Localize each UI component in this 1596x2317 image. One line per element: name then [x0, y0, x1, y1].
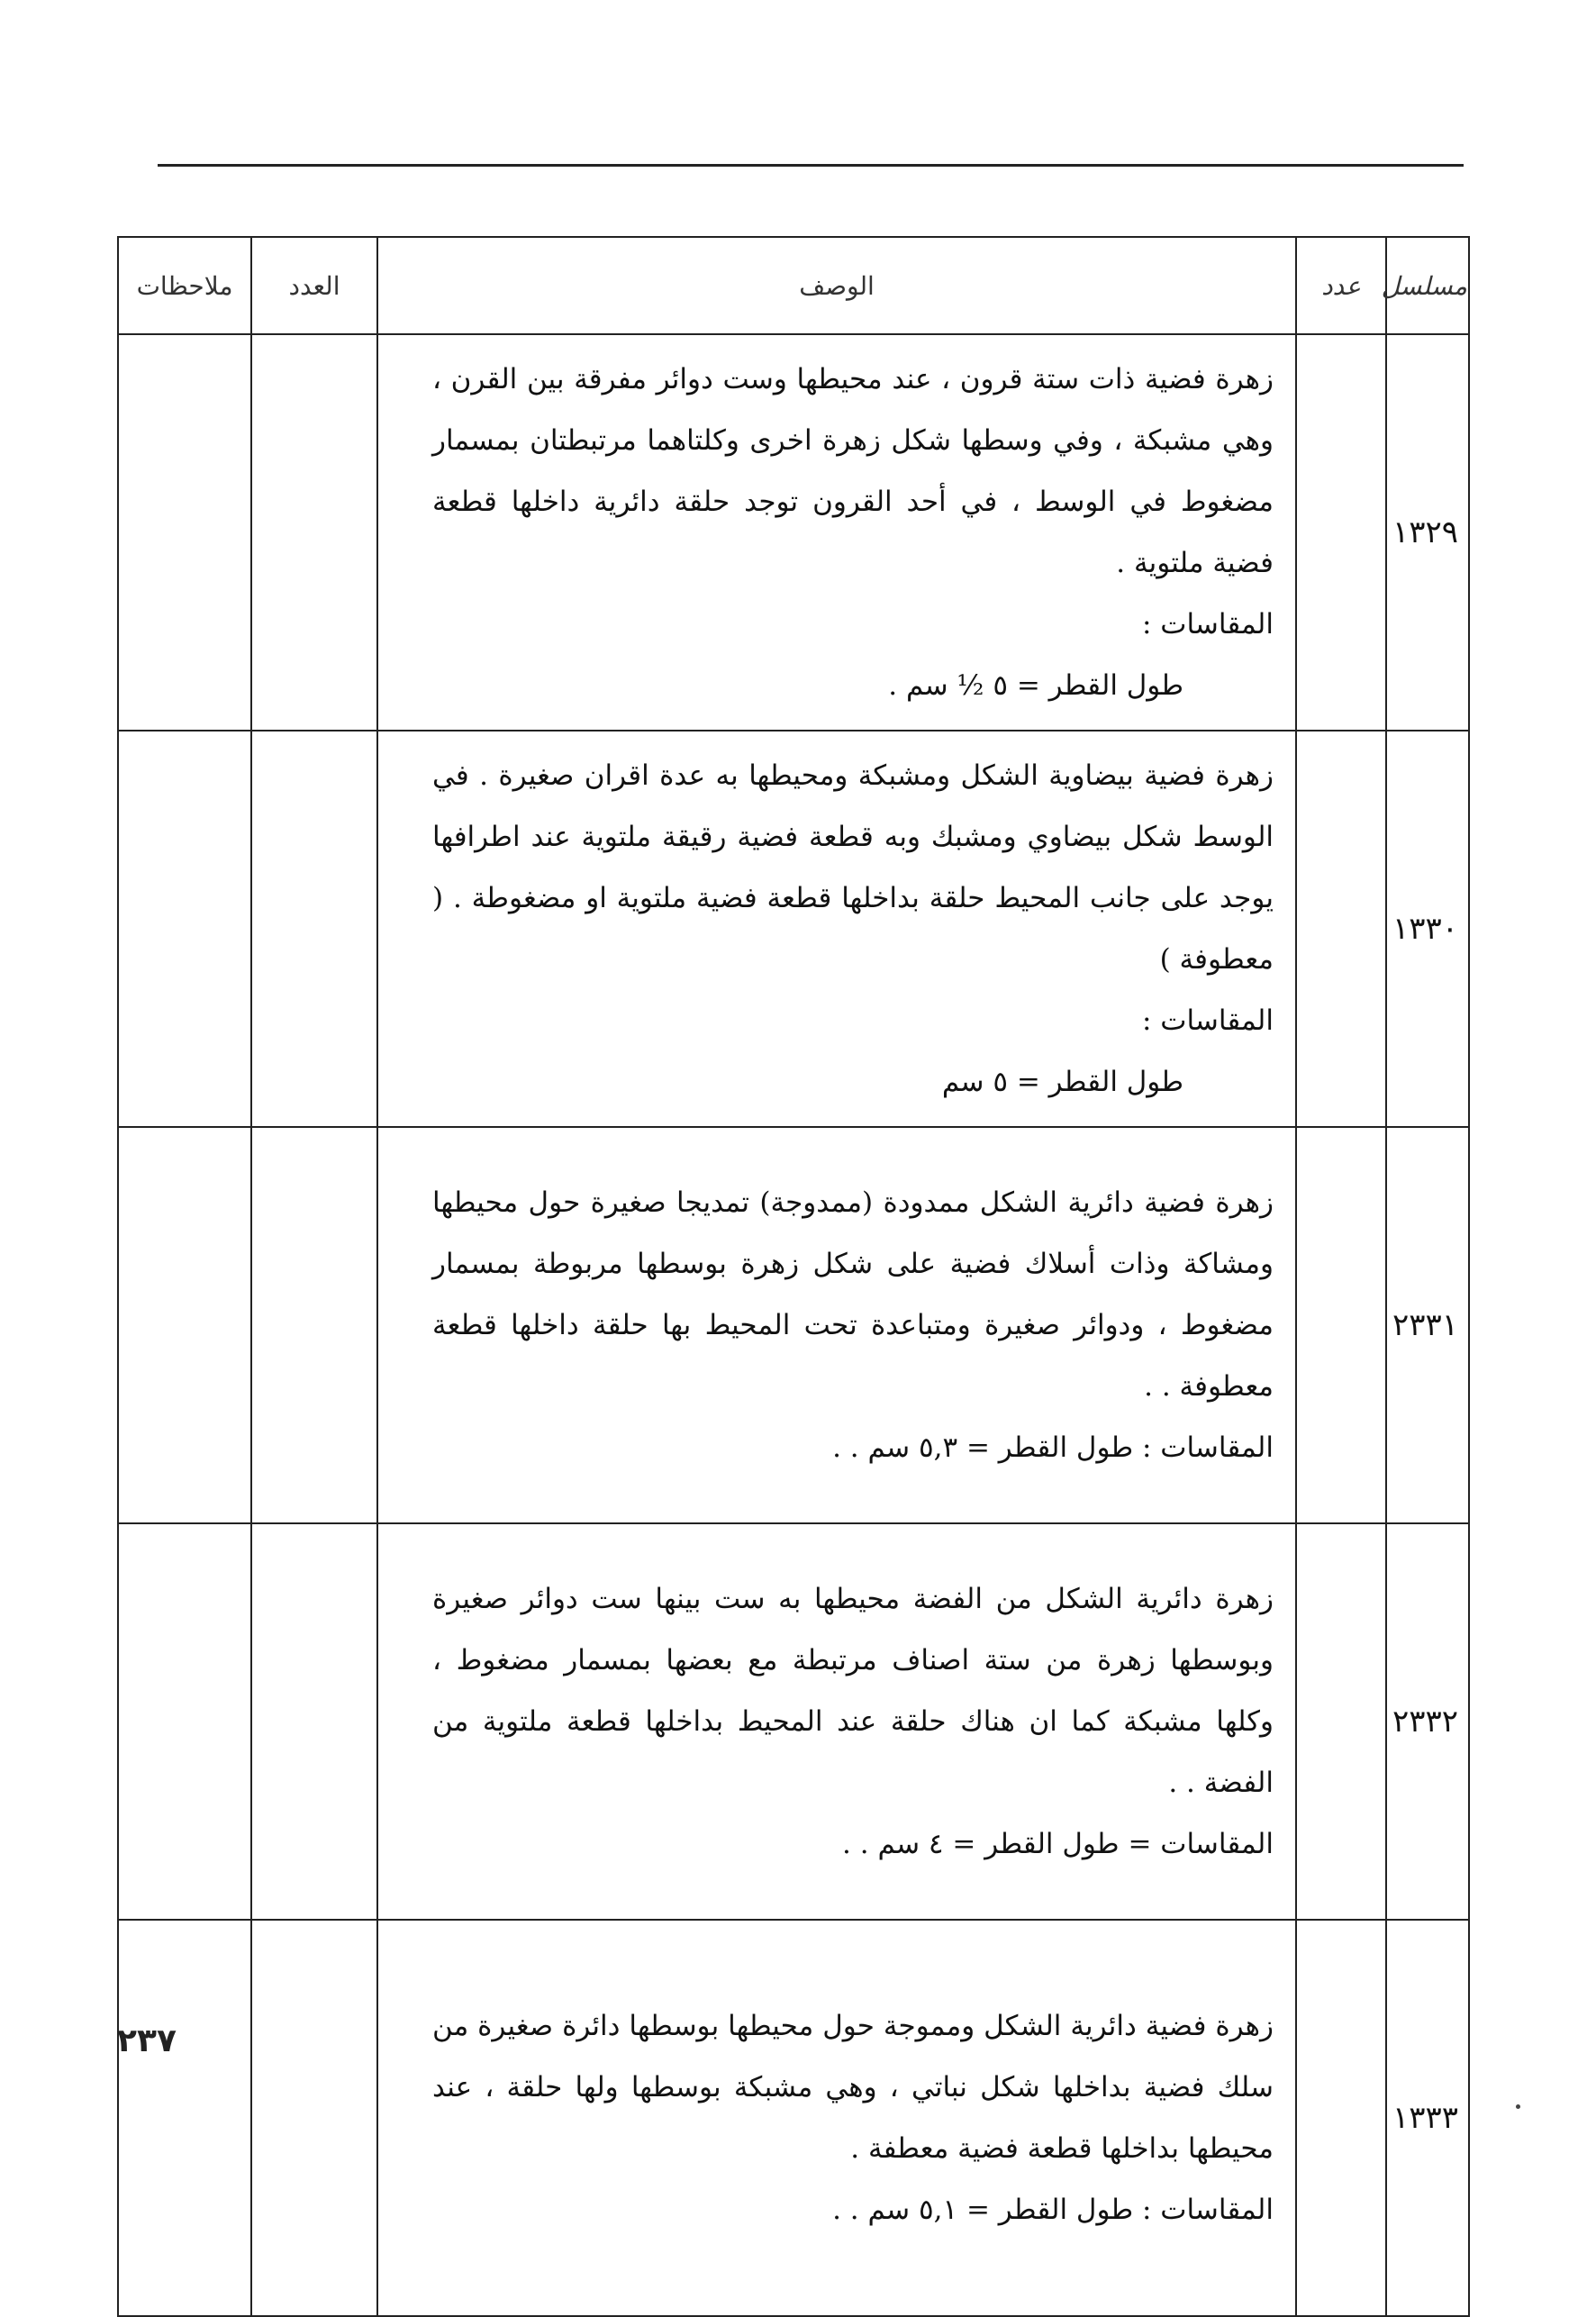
header-description: الوصف — [377, 237, 1296, 334]
row-description — [377, 731, 1296, 1127]
row-quantity — [251, 731, 377, 1127]
row-count — [1296, 1127, 1386, 1523]
row-notes — [118, 1920, 251, 2316]
measurements-line: المقاسات : طول القطر = ٥,٣ سم . . — [832, 1431, 1274, 1464]
measurements-line: المقاسات = طول القطر = ٤ سم . . — [842, 1828, 1274, 1860]
measurements-line: المقاسات : طول القطر = ٥,١ سم . . — [832, 2194, 1274, 2226]
description-text: زهرة فضية ذات ستة قرون ، عند محيطها وست دوائر مفرقة بين القرن ، وهي مشبكة ، وفي وسطها شكل زهرة اخرى وكلتاهما مرتبطتان بمسمار مضغوط في الوسط ، في أحد القرون توجد حلقة دائرية داخلها قطعة فضية ملتوية . — [432, 363, 1274, 579]
row-count — [1296, 334, 1386, 731]
row-quantity — [251, 1127, 377, 1523]
row-count — [1296, 1920, 1386, 2316]
table-row — [118, 1523, 1469, 1920]
measurements-value: طول القطر = ٥ سم — [941, 1066, 1183, 1098]
row-serial: ٢٣٣١ — [1386, 1127, 1469, 1523]
row-notes — [118, 1127, 251, 1523]
description-text: زهرة فضية دائرية الشكل ممدودة (ممدوجة) تمديجا صغيرة حول محيطها ومشاكة وذات أسلاك فضية على شكل زهرة بوسطها مربوطة بمسمار مضغوط ، ودوائر صغيرة ومتباعدة تحت المحيط بها حلقة داخلها قطعة معطوفة . . — [432, 1186, 1274, 1403]
row-serial: ١٣٣٠ — [1386, 731, 1469, 1127]
row-description — [377, 1127, 1296, 1523]
row-quantity — [251, 1920, 377, 2316]
measurements-label: المقاسات : — [1141, 608, 1274, 641]
row-quantity — [251, 1523, 377, 1920]
row-description — [377, 1920, 1296, 2316]
row-notes — [118, 731, 251, 1127]
table-row — [118, 334, 1469, 731]
page-number: ٢٣٧ — [117, 2022, 177, 2059]
row-description — [377, 334, 1296, 731]
description-text: زهرة دائرية الشكل من الفضة محيطها به ست بينها ست دوائر صغيرة وبوسطها زهرة من ستة اصناف مرتبطة مع بعضها بمسمار مضغوط ، وكلها مشبكة كما ان هناك حلقة عند المحيط بداخلها قطعة ملتوية من الفضة . . — [432, 1583, 1274, 1799]
row-serial: ٢٣٣٢ — [1386, 1523, 1469, 1920]
header-serial: مسلسل — [1386, 237, 1469, 334]
header-quantity: العدد — [251, 237, 377, 334]
row-serial: ١٣٣٣ — [1386, 1920, 1469, 2316]
description-text: زهرة فضية دائرية الشكل ومموجة حول محيطها بوسطها دائرة صغيرة من سلك فضية بداخلها شكل نباتي ، وهي مشبكة بوسطها ولها حلقة ، عند محيطها بداخلها قطعة فضية معطفة . — [432, 2010, 1274, 2165]
measurements-label: المقاسات : — [1141, 1004, 1274, 1037]
table-row — [118, 731, 1469, 1127]
header-row — [118, 237, 1469, 334]
description-text: زهرة فضية بيضاوية الشكل ومشبكة ومحيطها به عدة اقران صغيرة . في الوسط شكل بيضاوي ومشبك وبه قطعة فضية رقيقة ملتوية عند اطرافها يوجد على جانب المحيط حلقة بداخلها قطعة فضية ملتوية او مضغوطة . ( معطوفة ) — [432, 759, 1274, 976]
row-description — [377, 1523, 1296, 1920]
inventory-table — [117, 236, 1470, 2317]
header-notes: ملاحظات — [118, 237, 251, 334]
row-notes — [118, 334, 251, 731]
row-quantity — [251, 334, 377, 731]
top-rule — [158, 164, 1464, 167]
row-notes — [118, 1523, 251, 1920]
table-row — [118, 1127, 1469, 1523]
table-row — [118, 1920, 1469, 2316]
header-count: عدد — [1296, 237, 1386, 334]
scan-speck — [1516, 2104, 1520, 2109]
row-count — [1296, 1523, 1386, 1920]
measurements-value: طول القطر = ٥ ½ سم . — [888, 669, 1183, 702]
row-serial: ١٣٢٩ — [1386, 334, 1469, 731]
row-count — [1296, 731, 1386, 1127]
